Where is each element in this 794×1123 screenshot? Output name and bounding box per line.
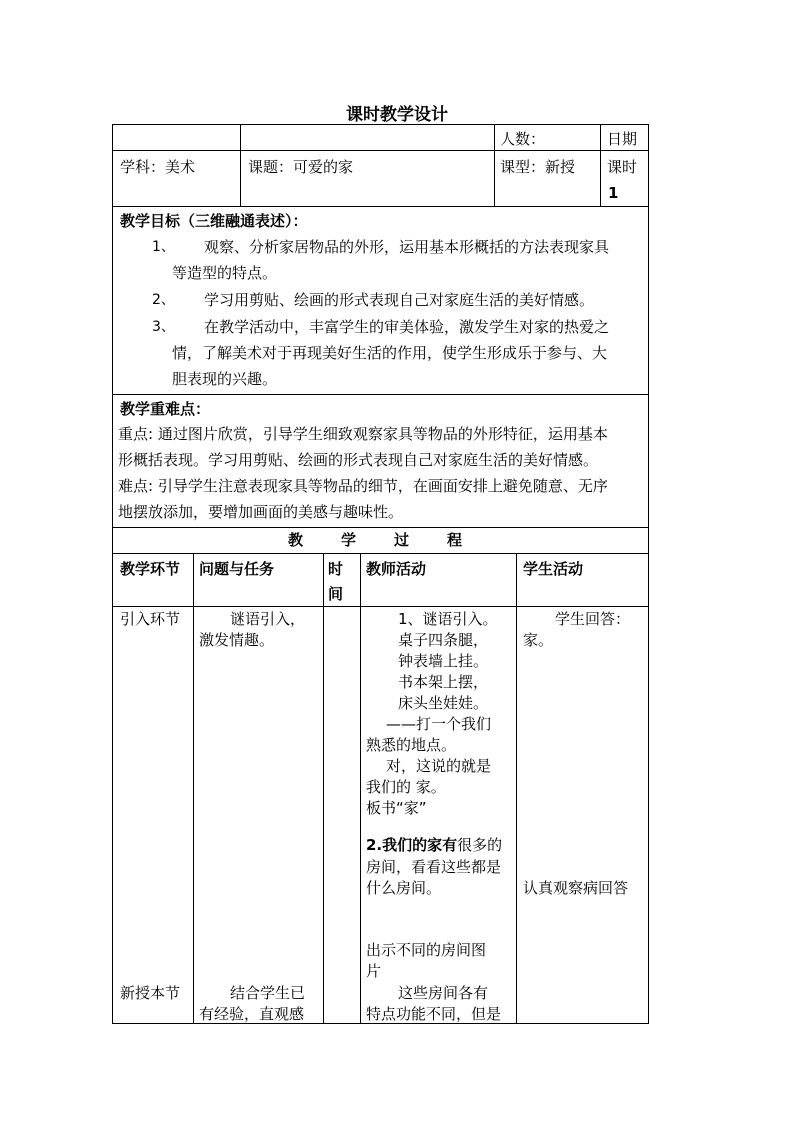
objective-1-line-1: 观察、分析家居物品的外形，运用基本形概括的方法表现家具 [204, 238, 610, 256]
objective-2-number: 2、 [152, 292, 175, 308]
header-time-line-2: 间 [328, 585, 344, 603]
objective-3-line-2: 情，了解美术对于再现美好生活的作用，使学生形成乐于参与、大 [172, 344, 608, 362]
objective-3-line-3: 胆表现的兴趣。 [172, 370, 278, 388]
rule-col-c [600, 124, 601, 206]
rule-keypoints-bottom [112, 527, 649, 528]
new-teacher-line-4: 特点功能不同，但是 [366, 1005, 502, 1023]
rooms-teacher-line-2: 房间，看看这些都是 [366, 858, 502, 876]
keypoints-line-4: 地摆放添加，要增加画面的美感与趣味性。 [118, 503, 404, 521]
process-title: 教学过程 [288, 531, 501, 549]
period-value: 1 [608, 184, 619, 202]
intro-stage: 引入环节 [120, 610, 181, 628]
header-task: 问题与任务 [199, 560, 275, 578]
count-label: 人数： [500, 130, 546, 148]
rule-proc-col-1 [193, 553, 194, 1024]
keypoints-line-1: 重点: 通过图片欣赏，引导学生细致观察家具等物品的外形特征，运用基本 [118, 425, 608, 443]
intro-teacher-line-5: 床头坐娃娃。 [398, 694, 489, 712]
intro-task-line-1: 谜语引入， [230, 610, 306, 628]
rule-col-a [240, 124, 241, 206]
new-task-line-1: 结合学生已 [230, 984, 306, 1002]
rooms-teacher-rest: 很多的 [457, 836, 503, 854]
rooms-teacher-line-3: 什么房间。 [366, 879, 442, 897]
page-title: 课时教学设计 [346, 105, 448, 125]
rule-proc-col-2 [323, 553, 324, 1024]
rule-info-bottom [112, 206, 649, 207]
intro-student-line-2: 家。 [523, 631, 554, 649]
rule-objectives-bottom [112, 394, 649, 395]
header-time-line-1: 时 [328, 560, 344, 578]
new-teacher-line-1: 出示不同的房间图 [366, 941, 487, 959]
keypoints-line-3: 难点: 引导学生注意表现家具等物品的细节，在画面安排上避免随意、无序 [118, 477, 608, 495]
intro-teacher-line-9: 我们的 家。 [366, 778, 446, 796]
intro-teacher-line-6: ——打一个我们 [386, 715, 492, 733]
new-stage: 新授本节 [120, 984, 181, 1002]
topic-field: 课题：可爱的家 [248, 158, 354, 176]
intro-teacher-line-2: 桌子四条腿， [398, 631, 489, 649]
intro-teacher-line-8: 对，这说的就是 [386, 757, 492, 775]
header-stage: 教学环节 [120, 560, 181, 578]
objective-1-number: 1、 [152, 239, 175, 255]
new-teacher-line-2: 片 [366, 962, 382, 980]
rule-proc-col-3 [360, 553, 361, 1024]
intro-teacher-line-4: 书本架上摆， [398, 673, 489, 691]
intro-teacher-line-10: 板书“家” [366, 799, 427, 817]
intro-teacher-line-3: 钟表墙上挂。 [398, 652, 489, 670]
intro-task-line-2: 激发情趣。 [199, 631, 275, 649]
period-label: 课时 [607, 158, 638, 176]
objective-3-number: 3、 [152, 319, 175, 335]
keypoints-heading: 教学重难点： [120, 400, 211, 418]
intro-student-line-1: 学生回答： [555, 610, 631, 628]
rule-header-bottom [112, 150, 649, 151]
rooms-student: 认真观察病回答 [523, 879, 629, 897]
objective-3-line-1: 在教学活动中，丰富学生的审美体验，激发学生对家的热爱之 [204, 318, 610, 336]
objective-2-line-1: 学习用剪贴、绘画的形式表现自己对家庭生活的美好情感。 [204, 291, 595, 309]
keypoints-line-2: 形概括表现。学习用剪贴、绘画的形式表现自己对家庭生活的美好情感。 [118, 451, 599, 469]
intro-teacher-line-7: 熟悉的地点。 [366, 736, 457, 754]
subject-field: 学科：美术 [120, 158, 196, 176]
objective-1-line-2: 等造型的特点。 [172, 264, 278, 282]
new-task-line-2: 有经验，直观感 [199, 1005, 305, 1023]
date-label: 日期 [607, 130, 638, 148]
rooms-teacher-bold: 2.我们的家有 [366, 836, 458, 854]
rule-proc-col-4 [516, 553, 517, 1024]
header-teacher: 教师活动 [366, 560, 427, 578]
rooms-teacher-line-1 [366, 835, 502, 856]
objectives-heading: 教学目标（三维融通表述）： [120, 212, 308, 230]
intro-teacher-line-1: 1、谜语引入。 [398, 610, 498, 628]
header-student: 学生活动 [523, 560, 584, 578]
lesson-type-field: 课型：新授 [500, 158, 576, 176]
rule-col-b [494, 124, 495, 206]
new-teacher-line-3: 这些房间各有 [398, 984, 489, 1002]
